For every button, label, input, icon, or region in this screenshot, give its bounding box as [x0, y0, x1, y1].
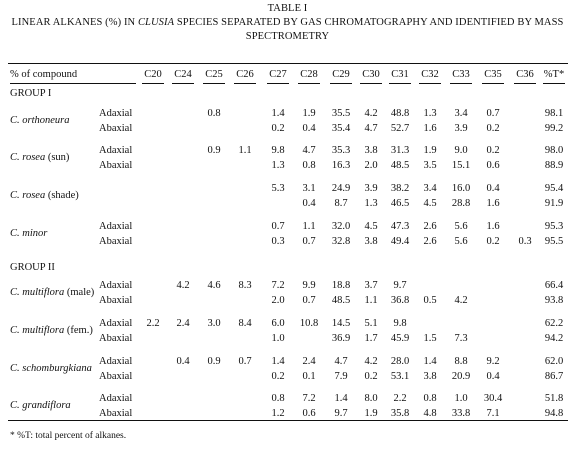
column-header-underline: [330, 83, 352, 84]
table-cell: 1.7: [364, 333, 378, 344]
caption-suffix: SPECIES SEPARATED BY GAS CHROMATOGRAPHY AND IDENTIFIED BY MASS: [174, 17, 564, 28]
table-cell: 3.8: [423, 371, 437, 382]
table-cell: 4.2: [176, 280, 190, 291]
leaf-side-label: Adaxial: [99, 145, 133, 156]
table-cell: 7.2: [302, 393, 316, 404]
column-header: C33: [452, 69, 470, 80]
species-label: [10, 325, 93, 337]
table-cell: 0.2: [271, 371, 285, 382]
table-cell: 0.9: [207, 356, 221, 367]
table-cell: 28.0: [390, 356, 410, 367]
table-top-rule: [8, 63, 568, 64]
table-cell: 47.3: [390, 221, 410, 232]
table-cell: 94.2: [544, 333, 564, 344]
column-header-underline: [450, 83, 472, 84]
table-cell: 0.8: [207, 108, 221, 119]
leaf-side-label: Abaxial: [99, 371, 133, 382]
group-label: GROUP I: [10, 88, 52, 99]
column-header-underline: [142, 83, 164, 84]
table-cell: 1.9: [302, 108, 316, 119]
table-cell: 1.4: [334, 393, 348, 404]
table-cell: 98.0: [544, 145, 564, 156]
table-cell: 0.8: [302, 160, 316, 171]
table-cell: 0.7: [238, 356, 252, 367]
caption-genus: CLUSIA: [137, 17, 175, 28]
column-header-underline: [10, 83, 136, 84]
species-name: C. rosea: [10, 190, 46, 201]
leaf-side-label: Abaxial: [99, 160, 133, 171]
table-cell: 49.4: [390, 236, 410, 247]
table-cell: 1.0: [454, 393, 468, 404]
leaf-side-label: Adaxial: [99, 280, 133, 291]
table-cell: 1.3: [271, 160, 285, 171]
table-cell: 4.6: [207, 280, 221, 291]
column-header: C29: [332, 69, 350, 80]
table-cell: 3.9: [364, 183, 378, 194]
table-cell: 0.4: [486, 183, 500, 194]
column-header-underline: [298, 83, 320, 84]
table-cell: 36.9: [331, 333, 351, 344]
leaf-side-label: Adaxial: [99, 108, 133, 119]
table-cell: 1.2: [271, 408, 285, 419]
table-cell: 5.3: [271, 183, 285, 194]
column-header: C35: [484, 69, 502, 80]
column-header-compound: % of compound: [10, 69, 78, 80]
column-header-underline: [543, 83, 565, 84]
table-cell: 28.8: [451, 198, 471, 209]
table-caption-line-1: [0, 17, 575, 28]
table-cell: 35.3: [331, 145, 351, 156]
column-header: C25: [205, 69, 223, 80]
table-cell: 7.2: [271, 280, 285, 291]
table-cell: 0.4: [486, 371, 500, 382]
table-cell: 5.6: [454, 221, 468, 232]
table-cell: 4.2: [454, 295, 468, 306]
column-header: C27: [269, 69, 287, 80]
leaf-side-label: Adaxial: [99, 356, 133, 367]
table-cell: 8.4: [238, 318, 252, 329]
table-cell: 9.7: [393, 280, 407, 291]
table-cell: 9.9: [302, 280, 316, 291]
table-cell: 1.1: [364, 295, 378, 306]
table-cell: 0.4: [302, 123, 316, 134]
species-note: (fem.): [64, 325, 93, 336]
column-header: C30: [362, 69, 380, 80]
table-cell: 0.4: [176, 356, 190, 367]
table-cell: 14.5: [331, 318, 351, 329]
table-cell: 0.7: [302, 295, 316, 306]
table-cell: 2.6: [423, 221, 437, 232]
table-cell: 0.6: [302, 408, 316, 419]
column-header: C28: [300, 69, 318, 80]
table-cell: 35.4: [331, 123, 351, 134]
table-cell: 7.3: [454, 333, 468, 344]
table-cell: 9.0: [454, 145, 468, 156]
column-header-underline: [389, 83, 411, 84]
table-cell: 95.3: [544, 221, 564, 232]
leaf-side-label: Adaxial: [99, 221, 133, 232]
table-cell: 0.2: [364, 371, 378, 382]
table-cell: 3.7: [364, 280, 378, 291]
table-cell: 1.3: [364, 198, 378, 209]
table-cell: 4.7: [334, 356, 348, 367]
table-cell: 1.9: [364, 408, 378, 419]
table-cell: 4.7: [302, 145, 316, 156]
group-label: GROUP II: [10, 262, 55, 273]
table-cell: 16.0: [451, 183, 471, 194]
table-cell: 3.1: [302, 183, 316, 194]
table-cell: 51.8: [544, 393, 564, 404]
table-cell: 98.1: [544, 108, 564, 119]
table-cell: 0.6: [486, 160, 500, 171]
table-cell: 0.2: [486, 236, 500, 247]
table-cell: 3.5: [423, 160, 437, 171]
table-cell: 2.2: [146, 318, 160, 329]
table-cell: 1.1: [302, 221, 316, 232]
table-cell: 9.7: [334, 408, 348, 419]
table-cell: 18.8: [331, 280, 351, 291]
column-header: C24: [174, 69, 192, 80]
table-cell: 0.2: [486, 145, 500, 156]
table-cell: 0.5: [423, 295, 437, 306]
table-cell: 1.4: [271, 108, 285, 119]
table-cell: 9.8: [393, 318, 407, 329]
table-cell: 0.1: [302, 371, 316, 382]
leaf-side-label: Adaxial: [99, 393, 133, 404]
table-cell: 99.2: [544, 123, 564, 134]
table-cell: 15.1: [451, 160, 471, 171]
table-cell: 94.8: [544, 408, 564, 419]
table-cell: 0.9: [207, 145, 221, 156]
table-cell: 95.4: [544, 183, 564, 194]
table-cell: 3.4: [423, 183, 437, 194]
table-cell: 8.0: [364, 393, 378, 404]
column-header-underline: [234, 83, 256, 84]
table-cell: 9.8: [271, 145, 285, 156]
table-cell: 4.5: [364, 221, 378, 232]
column-header: C26: [236, 69, 254, 80]
table-cell: 48.8: [390, 108, 410, 119]
table-cell: 2.0: [271, 295, 285, 306]
table-cell: 66.4: [544, 280, 564, 291]
table-cell: 2.6: [423, 236, 437, 247]
table-cell: 62.2: [544, 318, 564, 329]
species-name: C. minor: [10, 228, 48, 239]
table-cell: 8.8: [454, 356, 468, 367]
table-cell: 62.0: [544, 356, 564, 367]
table-cell: 0.7: [486, 108, 500, 119]
leaf-side-label: Abaxial: [99, 236, 133, 247]
column-header-underline: [514, 83, 536, 84]
table-cell: 0.2: [271, 123, 285, 134]
table-cell: 52.7: [390, 123, 410, 134]
table-cell: 35.5: [331, 108, 351, 119]
species-label: [10, 190, 79, 202]
footnote: * %T: total percent of alkanes.: [10, 431, 127, 441]
leaf-side-label: Abaxial: [99, 408, 133, 419]
column-header: C36: [516, 69, 534, 80]
table-cell: 7.9: [334, 371, 348, 382]
table-cell: 32.0: [331, 221, 351, 232]
table-cell: 2.2: [393, 393, 407, 404]
species-label: [10, 228, 47, 240]
species-name: C. rosea: [10, 152, 46, 163]
species-label: [10, 287, 94, 299]
table-cell: 86.7: [544, 371, 564, 382]
table-cell: 0.3: [271, 236, 285, 247]
table-cell: 9.2: [486, 356, 500, 367]
species-name: C. multiflora: [10, 287, 65, 298]
table-cell: 45.9: [390, 333, 410, 344]
column-header-underline: [172, 83, 194, 84]
table-cell: 31.3: [390, 145, 410, 156]
table-cell: 3.8: [364, 145, 378, 156]
species-note: (shade): [45, 190, 79, 201]
leaf-side-label: Abaxial: [99, 123, 133, 134]
table-cell: 5.6: [454, 236, 468, 247]
species-label: [10, 152, 69, 164]
species-note: (sun): [45, 152, 70, 163]
table-cell: 4.2: [364, 356, 378, 367]
table-cell: 2.4: [176, 318, 190, 329]
table-cell: 0.8: [271, 393, 285, 404]
table-cell: 1.6: [423, 123, 437, 134]
column-header: C32: [421, 69, 439, 80]
table-cell: 0.7: [302, 236, 316, 247]
caption-prefix: LINEAR ALKANES (%) IN: [11, 17, 138, 28]
species-name: C. grandiflora: [10, 400, 71, 411]
column-header-underline: [203, 83, 225, 84]
table-cell: 2.4: [302, 356, 316, 367]
species-label: [10, 400, 71, 412]
leaf-side-label: Abaxial: [99, 295, 133, 306]
leaf-side-label: Adaxial: [99, 318, 133, 329]
column-header-underline: [419, 83, 441, 84]
species-name: C. multiflora: [10, 325, 65, 336]
table-cell: 1.4: [271, 356, 285, 367]
table-cell: 10.8: [299, 318, 319, 329]
table-cell: 1.1: [238, 145, 252, 156]
column-header: C31: [391, 69, 409, 80]
table-cell: 32.8: [331, 236, 351, 247]
table-cell: 24.9: [331, 183, 351, 194]
table-caption-line-2: SPECTROMETRY: [245, 31, 330, 42]
table-cell: 3.8: [364, 236, 378, 247]
table-cell: 1.6: [486, 198, 500, 209]
table-cell: 35.8: [390, 408, 410, 419]
table-cell: 33.8: [451, 408, 471, 419]
table-cell: 88.9: [544, 160, 564, 171]
table-cell: 36.8: [390, 295, 410, 306]
table-cell: 6.0: [271, 318, 285, 329]
species-name: C. schomburgkiana: [10, 363, 92, 374]
table-cell: 2.0: [364, 160, 378, 171]
table-cell: 8.7: [334, 198, 348, 209]
column-header: %T*: [543, 69, 565, 80]
column-header-underline: [482, 83, 504, 84]
table-cell: 0.3: [518, 236, 532, 247]
leaf-side-label: Abaxial: [99, 333, 133, 344]
species-note: (male): [64, 287, 95, 298]
table-cell: 4.2: [364, 108, 378, 119]
table-cell: 1.3: [423, 108, 437, 119]
table-cell: 93.8: [544, 295, 564, 306]
table-cell: 3.0: [207, 318, 221, 329]
table-cell: 48.5: [390, 160, 410, 171]
table-cell: 1.6: [486, 221, 500, 232]
table-cell: 1.5: [423, 333, 437, 344]
table-cell: 0.7: [271, 221, 285, 232]
table-cell: 53.1: [390, 371, 410, 382]
column-header: C20: [144, 69, 162, 80]
table-cell: 0.8: [423, 393, 437, 404]
table-cell: 30.4: [483, 393, 503, 404]
table-cell: 4.5: [423, 198, 437, 209]
table-cell: 16.3: [331, 160, 351, 171]
column-header-underline: [360, 83, 382, 84]
table-cell: 0.2: [486, 123, 500, 134]
table-cell: 4.8: [423, 408, 437, 419]
table-cell: 3.9: [454, 123, 468, 134]
table-cell: 5.1: [364, 318, 378, 329]
column-header-underline: [267, 83, 289, 84]
table-cell: 4.7: [364, 123, 378, 134]
table-cell: 3.4: [454, 108, 468, 119]
table-cell: 48.5: [331, 295, 351, 306]
table-cell: 1.0: [271, 333, 285, 344]
table-cell: 20.9: [451, 371, 471, 382]
table-bottom-rule: [8, 420, 568, 421]
table-cell: 38.2: [390, 183, 410, 194]
species-label: [10, 363, 92, 375]
table-cell: 95.5: [544, 236, 564, 247]
table-cell: 46.5: [390, 198, 410, 209]
species-label: [10, 115, 70, 127]
species-name: C. orthoneura: [10, 115, 70, 126]
table-cell: 8.3: [238, 280, 252, 291]
table-title: TABLE I: [267, 3, 308, 14]
table-cell: 91.9: [544, 198, 564, 209]
table-cell: 7.1: [486, 408, 500, 419]
table-cell: 0.4: [302, 198, 316, 209]
table-cell: 1.9: [423, 145, 437, 156]
table-cell: 1.4: [423, 356, 437, 367]
